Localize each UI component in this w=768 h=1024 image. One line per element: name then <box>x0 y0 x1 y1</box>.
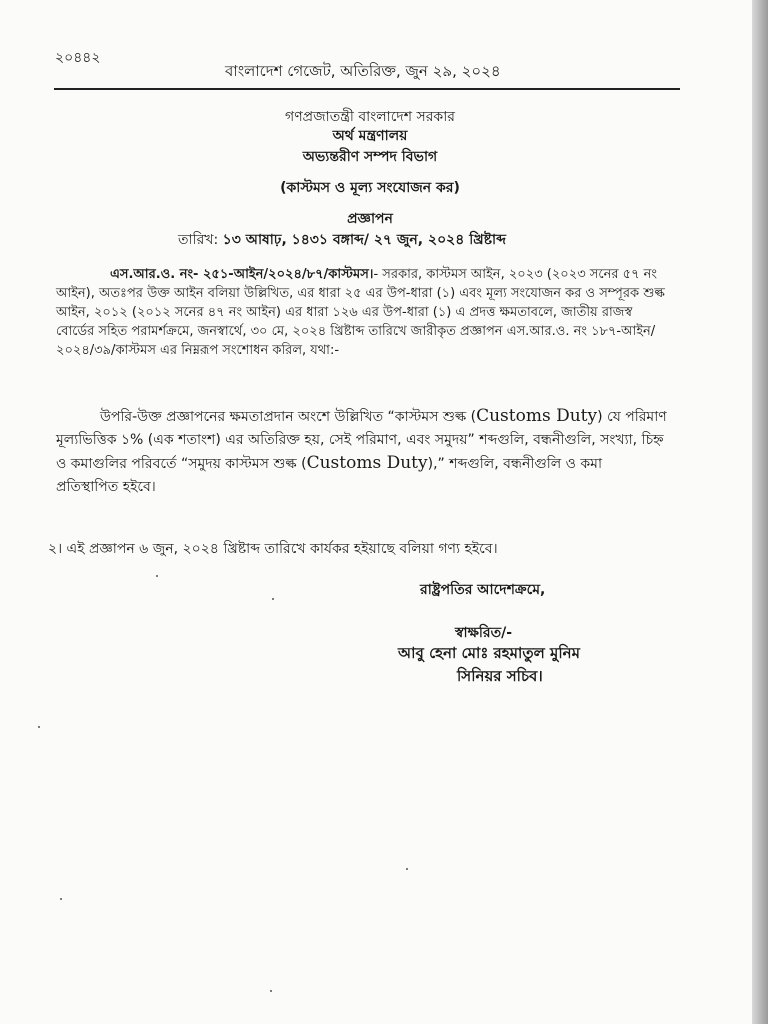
scan-speck <box>406 868 408 870</box>
notification-heading: প্রজ্ঞাপন <box>347 211 393 227</box>
notification-date <box>178 228 506 252</box>
scan-speck <box>60 898 62 900</box>
paragraph-1-text: - সরকার, কাস্টমস আইন, ২০২৩ (২০২৩ সনের ৫৭ নং আইন), অতঃপর উক্ত আইন বলিয়া উল্লিখিত, এর ধারা ২৫ এর উপ-ধারা (১) এবং মূল্য সংযোজন কর ও সম্পূরক শুল্ক আইন, ২০১২ (২০১২ সনের ৪৭ নং আইন) এর ধারা ১২৬ এর উপ-ধারা (১) এ প্রদত্ত ক্ষমতাবলে, জাতীয় রাজস্ব বোর্ডের সহিত পরামর্শক্রমে, জনস্বার্থে, ৩০ মে, ২০২৪ খ্রিষ্টাব্দ তারিখে জারীকৃত প্রজ্ঞাপন এস.আর.ও. নং ১৮৭-আইন/২০২৪/৩৯/কাস্টমস এর নিম্নরূপ সংশোধন করিল, যথা:- <box>56 267 665 358</box>
header-rule <box>54 88 680 90</box>
gazette-title: বাংলাদেশ গেজেট, অতিরিক্ত, জুন ২৯, ২০২৪ <box>225 62 501 80</box>
scan-speck <box>156 575 158 577</box>
by-order-line: রাষ্ট্রপতির আদেশক্রমে, <box>420 582 546 598</box>
government-name: গণপ্রজাতন্ত্রী বাংলাদেশ সরকার <box>285 109 455 125</box>
paragraph-2-part-a: উপরি-উক্ত প্রজ্ঞাপনের ক্ষমতাপ্রদান অংশে উল্লিখিত “কাস্টমস শুল্ক ( <box>100 409 477 425</box>
signatory-designation: সিনিয়র সচিব। <box>457 667 543 685</box>
division-name: অভ্যন্তরীণ সম্পদ বিভাগ <box>302 149 438 165</box>
customs-duty-term-1: Customs Duty <box>476 406 598 426</box>
sro-number: এস.আর.ও. নং- ২৫১-আইন/২০২৪/৮৭/কাস্টমস। <box>110 267 374 282</box>
page-number: ২০৪৪২ <box>55 50 101 66</box>
paragraph-2-part-b: ) যে পরিমাণ মূল্যভিত্তিক ১% (এক শতাংশ) এর অতিরিক্ত হয়, সেই পরিমাণ, এবং সমুদয়” শব্দগুলি, বন্ধনীগুলি, সংখ্যা, চিহ্ন ও কমাগুলির পরিবর্তে “সমুদয় কাস্টমস শুল্ক ( <box>56 409 667 472</box>
scan-speck <box>272 598 274 600</box>
date-label: তারিখ: <box>178 232 219 248</box>
paragraph-2-part-c: ),” শব্দগুলি, বন্ধনীগুলি ও কমা প্রতিস্থাপিত হইবে। <box>56 456 603 495</box>
wing-name: (কাস্টমস ও মূল্য সংযোজন কর) <box>280 180 460 196</box>
signed-line: স্বাক্ষরিত/- <box>455 625 513 641</box>
scan-speck <box>38 726 40 728</box>
scan-edge-shadow <box>752 0 768 1024</box>
date-value: ১৩ আষাঢ়, ১৪৩১ বঙ্গাব্দ/ ২৭ জুন, ২০২৪ খ্রিষ্টাব্দ <box>222 232 506 248</box>
customs-duty-term-2: Customs Duty <box>306 453 428 473</box>
paragraph-1 <box>56 265 668 360</box>
paragraph-3: ২। এই প্রজ্ঞাপন ৬ জুন, ২০২৪ খ্রিষ্টাব্দ তারিখে কার্যকর হইয়াছে বলিয়া গণ্য হইবে। <box>48 541 498 557</box>
signatory-name: আবু হেনা মোঃ রহমাতুল মুনিম <box>398 644 580 662</box>
ministry-name: অর্থ মন্ত্রণালয় <box>332 128 408 144</box>
scan-speck <box>270 990 272 992</box>
paragraph-2 <box>56 405 668 499</box>
